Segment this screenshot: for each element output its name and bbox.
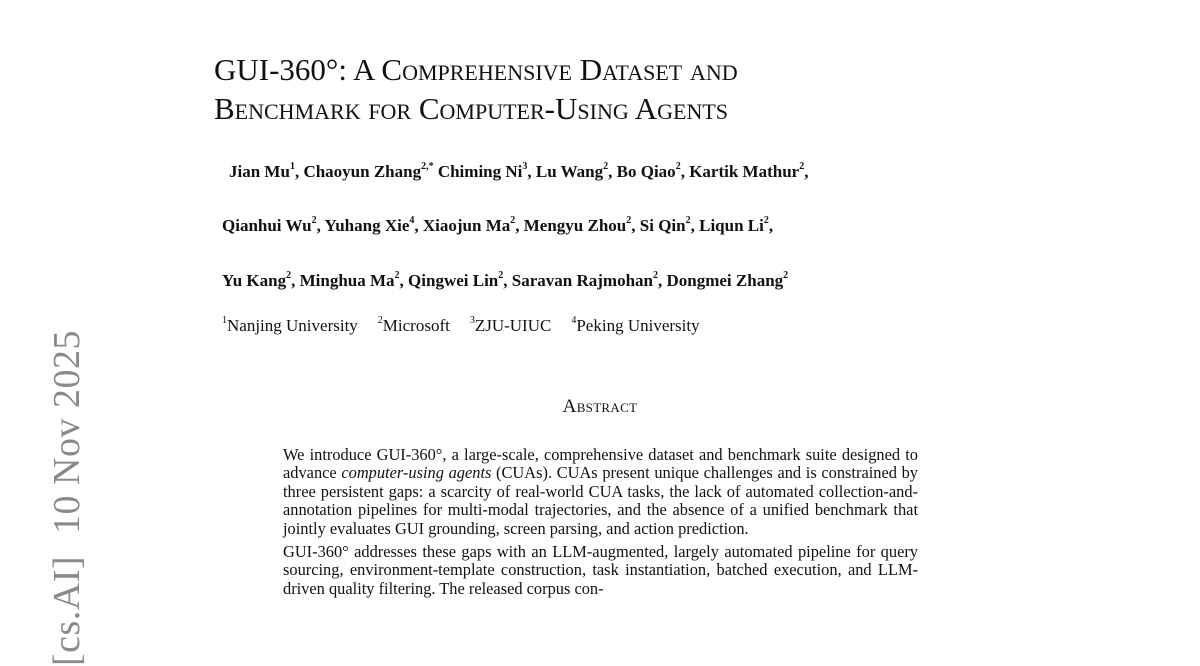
affiliation-name: ZJU-UIUC (474, 316, 552, 335)
author-affiliation-mark: 2 (675, 161, 681, 173)
author-affiliation-mark: 2 (603, 161, 609, 173)
author-name: Minghua Ma (299, 271, 395, 290)
author-separator: , (414, 216, 423, 235)
author-affiliation-mark: 2 (286, 270, 292, 282)
author-affiliation-mark: 4 (409, 215, 415, 227)
affiliation-mark: 4 (571, 315, 577, 327)
author-separator: , (804, 162, 809, 181)
abstract-paragraph-2: GUI-360° addresses these gaps with an LLM-augmented, largely automated pipeline for query sourcing, environment-template construction, task instantiation, batched execution, and LLM-driven quality filtering. The released corpus con- (283, 542, 918, 598)
author-name: Bo Qiao (616, 162, 676, 181)
abstract-heading: Abstract (562, 396, 638, 417)
abstract-paragraph-1 (283, 446, 918, 538)
affiliation-mark: 3 (469, 315, 475, 327)
author-separator: , (294, 162, 304, 181)
author-separator: , (608, 162, 617, 181)
author-affiliation-mark: 3 (522, 161, 528, 173)
author-separator: , (316, 216, 325, 235)
author-separator: , (291, 271, 300, 290)
author-affiliation-mark: 2 (799, 161, 805, 173)
arxiv-category: [cs.AI] (46, 555, 88, 666)
author-separator: , (690, 216, 700, 235)
author-affiliation-mark: 2 (783, 270, 789, 282)
author-name: Yu Kang (222, 271, 287, 290)
author-name: Qingwei Lin (408, 271, 499, 290)
abstract-p1-emphasis: computer-using agents (341, 463, 492, 483)
author-name: Chaoyun Zhang (303, 162, 422, 181)
author-name: Liqun Li (699, 216, 764, 235)
affiliation-name: Nanjing University (227, 316, 358, 335)
author-separator: , (680, 162, 690, 181)
abstract-p1-start: We introduce GUI-360°, a large-scale, comprehensive dataset and benchmark suite designed to advance (283, 445, 918, 483)
affiliation-name: Peking University (576, 316, 700, 335)
author-separator: , (631, 216, 640, 235)
author-affiliation-mark: 2 (652, 270, 658, 282)
author-affiliation-mark: 1 (289, 161, 295, 173)
author-affiliation-mark: 2 (510, 215, 516, 227)
author-affiliation-mark: 2 (626, 215, 632, 227)
author-affiliation-mark: 2,* (421, 161, 434, 173)
affiliation-mark: 2 (377, 315, 383, 327)
author-separator: , (503, 271, 512, 290)
author-affiliation-mark: 2 (685, 215, 691, 227)
author-line-2 (222, 216, 922, 236)
author-affiliation-mark: 2 (498, 270, 504, 282)
author-name: Xiaojun Ma (422, 216, 511, 235)
author-separator: , (527, 162, 536, 181)
abstract-p1-end: (CUAs). CUAs present unique challenges and is constrained by three persistent gaps: a scarcity of real-world CUA tasks, the lack of automated collection-and-annotation pipelines for multi-modal trajectories, and the absence of a unified benchmark that jointly evaluates GUI grounding, screen parsing, and action prediction. (283, 463, 918, 538)
paper-title (214, 50, 934, 128)
author-name: Si Qin (639, 216, 686, 235)
author-affiliation-mark: 2 (763, 215, 769, 227)
arxiv-date: 10 Nov 2025 (46, 330, 88, 534)
abstract-body (283, 446, 918, 603)
author-line-1 (229, 162, 929, 182)
author-name: Qianhui Wu (222, 216, 312, 235)
title-line-1: GUI-360°: A Comprehensive Dataset and (214, 52, 738, 87)
arxiv-watermark (48, 330, 86, 666)
author-separator: , (515, 216, 524, 235)
author-name: Jian Mu (229, 162, 290, 181)
author-name: Chiming Ni (437, 162, 523, 181)
author-affiliation-mark: 2 (394, 270, 400, 282)
author-name: Dongmei Zhang (666, 271, 784, 290)
author-separator: , (657, 271, 667, 290)
affiliations (222, 316, 700, 336)
affiliation-name: Microsoft (382, 316, 450, 335)
author-name: Mengyu Zhou (523, 216, 627, 235)
title-line-2: Benchmark for Computer-Using Agents (214, 91, 729, 126)
author-name: Yuhang Xie (324, 216, 410, 235)
author-name: Saravan Rajmohan (511, 271, 653, 290)
author-separator: , (399, 271, 409, 290)
author-separator: , (768, 216, 774, 235)
author-line-3 (222, 271, 922, 291)
author-affiliation-mark: 2 (311, 215, 317, 227)
author-name: Kartik Mathur (689, 162, 800, 181)
affiliation-mark: 1 (222, 315, 227, 327)
author-name: Lu Wang (535, 162, 604, 181)
